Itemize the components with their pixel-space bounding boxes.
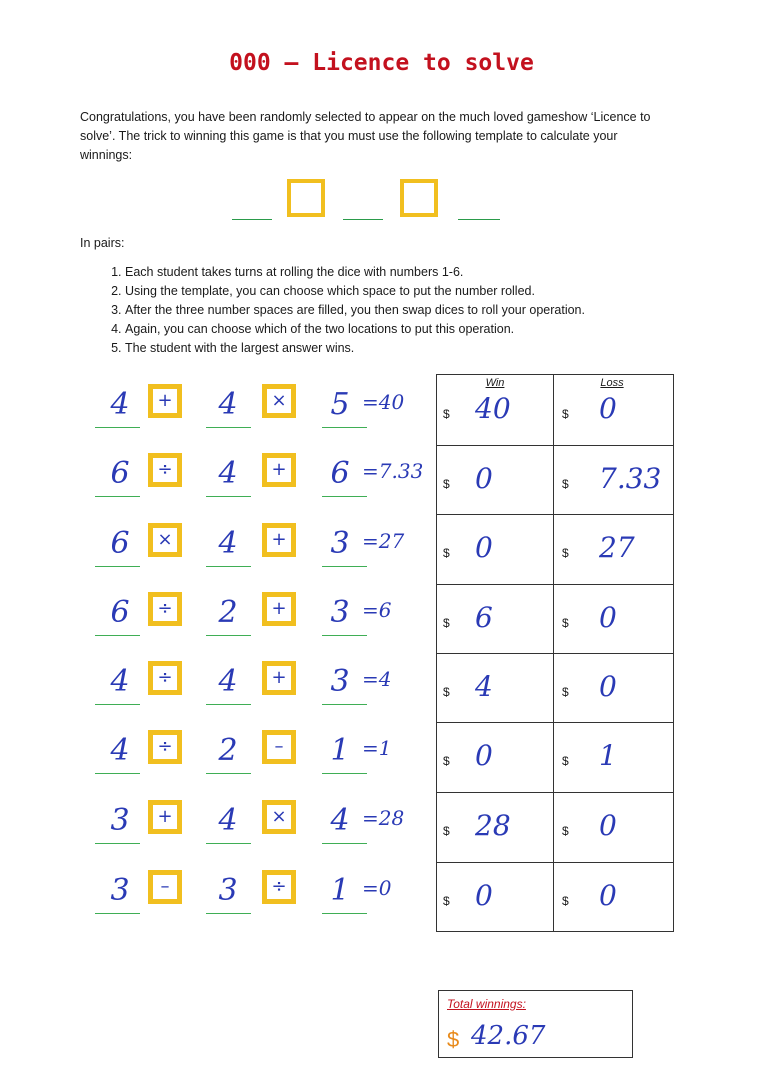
operation-box-2: +	[262, 523, 296, 557]
loss-value: 7.33	[599, 461, 662, 495]
win-currency: $	[443, 476, 450, 491]
number-3: 1	[330, 873, 350, 908]
operation-box-1: ×	[148, 523, 182, 557]
win-currency: $	[443, 754, 450, 768]
step-item: 1. Each student takes turns at rolling the dice with numbers 1-6.	[125, 263, 585, 282]
answer-blank	[322, 427, 367, 428]
number-3: 3	[330, 526, 350, 561]
operation-box-2: ×	[262, 800, 296, 834]
win-currency: $	[443, 824, 450, 838]
total-value: 42.67	[471, 1021, 546, 1051]
loss-currency: $	[562, 824, 569, 838]
step-item: 4. Again, you can choose which of the two locations to put this operation.	[125, 320, 585, 339]
loss-value: 27	[599, 531, 635, 564]
operation-box-2: +	[262, 661, 296, 695]
loss-currency: $	[562, 684, 569, 699]
game-row	[0, 721, 440, 791]
win-value: 0	[475, 531, 493, 564]
row-result: =40	[362, 390, 405, 414]
loss-currency: $	[562, 407, 569, 421]
operation-box-2: –	[262, 730, 296, 764]
answer-blank	[95, 773, 140, 774]
answer-blank	[322, 913, 367, 914]
row-result: =7.33	[362, 459, 424, 483]
number-2: 4	[218, 664, 238, 699]
step-item: 5. The student with the largest answer wins.	[125, 339, 585, 358]
win-currency: $	[443, 615, 450, 630]
operation-box-2: +	[262, 592, 296, 626]
number-3: 3	[330, 664, 350, 699]
operation-box-2: ÷	[262, 870, 296, 904]
game-row	[0, 514, 440, 584]
answer-blank	[95, 704, 140, 705]
number-1: 3	[110, 803, 130, 838]
answer-blank	[95, 913, 140, 914]
total-label: Total winnings:	[447, 997, 526, 1011]
win-value: 0	[475, 879, 493, 912]
number-3: 5	[330, 387, 350, 422]
loss-value: 0	[599, 600, 617, 634]
operation-box-1: +	[148, 384, 182, 418]
number-1: 6	[110, 526, 130, 561]
pairs-label: In pairs:	[80, 236, 125, 250]
win-value: 4	[475, 669, 493, 703]
answer-blank	[95, 843, 140, 844]
game-row	[0, 791, 440, 861]
win-currency: $	[443, 407, 450, 421]
intro-paragraph: Congratulations, you have been randomly selected to appear on the much loved gameshow ‘Licence to solve’. The trick to winning this game is that you must use the following template to calculate your winnings:	[80, 110, 651, 162]
row-divider	[437, 584, 673, 585]
loss-currency: $	[562, 615, 569, 630]
game-row	[0, 583, 440, 653]
row-divider	[437, 514, 673, 515]
game-row	[0, 375, 440, 445]
number-1: 3	[110, 873, 130, 908]
answer-blank	[322, 566, 367, 567]
operation-box-1: ÷	[148, 730, 182, 764]
answer-blank	[95, 635, 140, 636]
loss-value: 0	[599, 392, 617, 425]
answer-blank	[322, 635, 367, 636]
row-divider	[437, 862, 673, 863]
loss-value: 1	[599, 739, 617, 772]
win-currency: $	[443, 894, 450, 908]
number-2: 4	[218, 526, 238, 561]
loss-value: 0	[599, 879, 617, 912]
answer-blank	[322, 704, 367, 705]
page-title: 000 – Licence to solve	[229, 50, 534, 76]
row-divider	[437, 792, 673, 793]
win-currency: $	[443, 546, 450, 560]
answer-blank	[95, 496, 140, 497]
number-3: 3	[330, 595, 350, 630]
answer-blank	[206, 704, 251, 705]
loss-value: 0	[599, 669, 617, 703]
operation-box-1: ÷	[148, 592, 182, 626]
number-2: 2	[218, 733, 238, 768]
answer-blank	[206, 843, 251, 844]
game-row	[0, 652, 440, 722]
operation-box-2: +	[262, 453, 296, 487]
operation-box-1: ÷	[148, 453, 182, 487]
number-2: 2	[218, 595, 238, 630]
win-value: 0	[475, 739, 493, 772]
total-currency: $	[447, 1027, 460, 1052]
answer-blank	[206, 913, 251, 914]
operation-box-2: ×	[262, 384, 296, 418]
win-value: 0	[475, 461, 493, 495]
answer-blank	[206, 635, 251, 636]
win-value: 28	[475, 809, 511, 842]
answer-blank	[206, 773, 251, 774]
loss-currency: $	[562, 546, 569, 560]
answer-blank	[322, 843, 367, 844]
operation-box-1: +	[148, 800, 182, 834]
number-1: 6	[110, 456, 130, 491]
number-2: 4	[218, 387, 238, 422]
win-value: 40	[475, 392, 511, 425]
game-row	[0, 444, 440, 514]
answer-blank	[206, 566, 251, 567]
number-3: 1	[330, 733, 350, 768]
win-currency: $	[443, 684, 450, 699]
number-1: 4	[110, 387, 130, 422]
win-header: Win	[485, 377, 505, 389]
answer-blank	[95, 566, 140, 567]
operation-box-1: ÷	[148, 661, 182, 695]
answer-blank	[95, 427, 140, 428]
number-1: 4	[110, 733, 130, 768]
number-2: 4	[218, 803, 238, 838]
loss-header: Loss	[600, 377, 624, 389]
number-3: 6	[330, 456, 350, 491]
game-row	[0, 861, 440, 931]
total-winnings-box	[438, 990, 633, 1058]
win-loss-table	[436, 374, 674, 932]
row-divider	[437, 722, 673, 723]
answer-blank	[322, 496, 367, 497]
row-result: =1	[362, 736, 392, 760]
row-result: =6	[362, 598, 392, 622]
loss-value: 0	[599, 809, 617, 842]
number-2: 4	[218, 456, 238, 491]
answer-blank	[322, 773, 367, 774]
loss-currency: $	[562, 476, 569, 491]
step-item: 3. After the three number spaces are filled, you then swap dices to roll your operation.	[125, 301, 585, 320]
operation-box-1: –	[148, 870, 182, 904]
number-1: 6	[110, 595, 130, 630]
win-value: 6	[475, 600, 493, 634]
answer-blank	[206, 496, 251, 497]
step-item: 2. Using the template, you can choose which space to put the number rolled.	[125, 282, 585, 301]
row-result: =27	[362, 529, 405, 553]
row-divider	[437, 445, 673, 446]
row-result: =28	[362, 806, 405, 830]
row-result: =0	[362, 876, 392, 900]
number-2: 3	[218, 873, 238, 908]
answer-blank	[206, 427, 251, 428]
number-1: 4	[110, 664, 130, 699]
row-divider	[437, 653, 673, 654]
loss-currency: $	[562, 754, 569, 768]
row-result: =4	[362, 667, 392, 691]
loss-currency: $	[562, 894, 569, 908]
number-3: 4	[330, 803, 350, 838]
